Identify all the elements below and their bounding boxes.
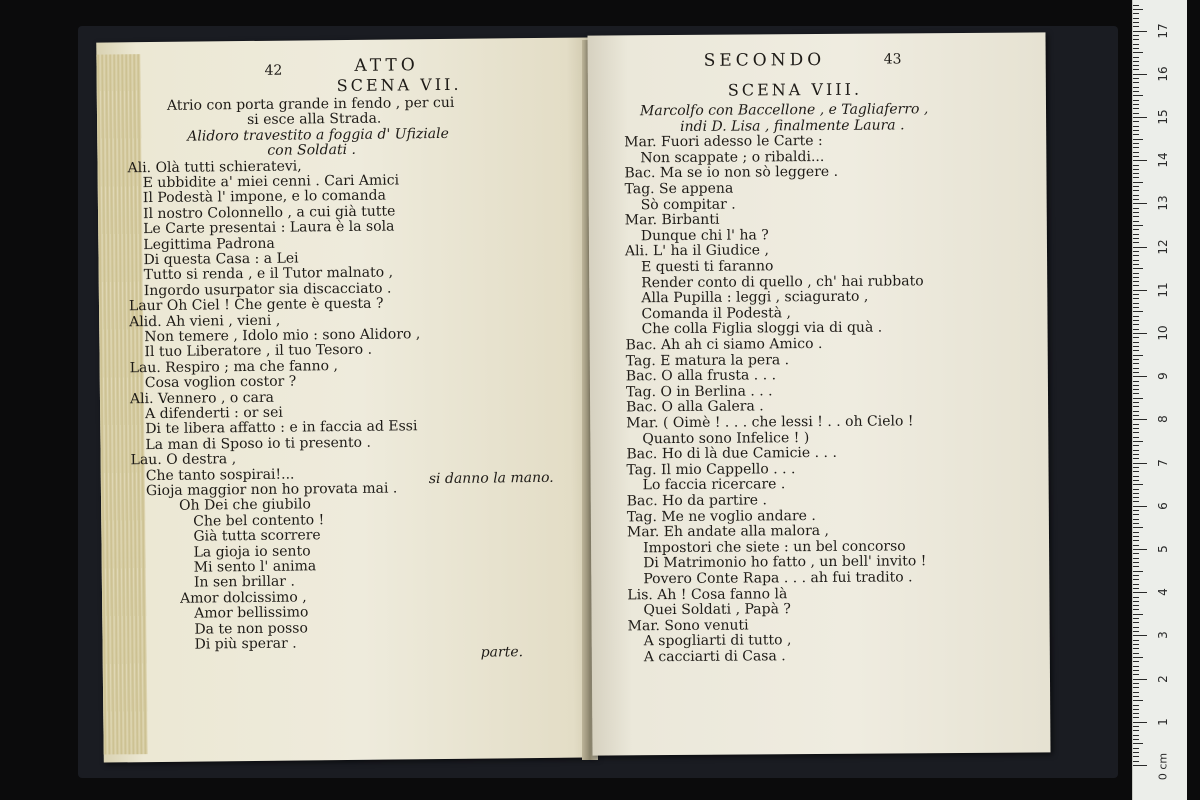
- ruler-tick: [1133, 756, 1139, 757]
- ruler-tick: [1133, 350, 1139, 351]
- ruler-tick: [1133, 765, 1147, 766]
- stage-direction-hands: si danno la mano.: [428, 469, 554, 488]
- right-line: Bac. Ho di là due Camicie . . .: [626, 445, 837, 463]
- ruler-number: 4: [1156, 588, 1170, 597]
- ruler-tick: [1133, 419, 1147, 420]
- ruler-tick: [1133, 147, 1139, 148]
- ruler-tick: [1133, 428, 1139, 429]
- ruler-tick: [1133, 661, 1139, 662]
- right-page-number: 43: [883, 51, 902, 68]
- right-line: Marcolfo con Baccellone , e Tagliaferro ,: [639, 101, 929, 120]
- ruler-tick: [1133, 82, 1139, 83]
- left-line: Oh Dei che giubilo: [179, 496, 311, 515]
- ruler-tick: [1133, 484, 1143, 485]
- left-line: Cosa voglion costor ?: [144, 373, 297, 392]
- ruler-tick: [1133, 186, 1139, 187]
- ruler-tick: [1133, 203, 1147, 204]
- left-line: Alid. Ah vieni , vieni ,: [129, 312, 281, 330]
- ruler-tick: [1133, 182, 1143, 183]
- ruler-unit-label: 0 cm: [1156, 752, 1170, 781]
- left-line: Legittima Padrona: [143, 235, 275, 253]
- ruler-tick: [1133, 506, 1147, 507]
- ruler-tick: [1133, 432, 1139, 433]
- ruler-tick: [1133, 273, 1139, 274]
- ruler-tick: [1133, 618, 1139, 619]
- ruler-tick: [1133, 368, 1139, 369]
- ruler-tick: [1133, 454, 1139, 455]
- ruler-tick: [1133, 238, 1139, 239]
- right-line: Quanto sono Infelice ! ): [642, 429, 810, 447]
- left-line: Le Carte presentai : Laura è la sola: [143, 218, 395, 238]
- right-line: Mar. ( Oimè ! . . . che lessi ! . . oh Cielo !: [626, 413, 914, 432]
- ruler-number: 17: [1156, 22, 1170, 39]
- right-line: Mar. Fuori adesso le Carte :: [624, 133, 823, 151]
- ruler-tick: [1133, 627, 1139, 628]
- ruler-tick: [1133, 277, 1139, 278]
- ruler-tick: [1133, 247, 1147, 248]
- ruler-tick: [1133, 143, 1139, 144]
- ruler-tick: [1133, 199, 1139, 200]
- left-running-head: ATTO: [354, 55, 419, 76]
- ruler-tick: [1133, 510, 1139, 511]
- ruler-tick: [1133, 748, 1139, 749]
- right-line: Render conto di quello , ch' hai rubbato: [641, 272, 924, 291]
- right-line: Dunque chi l' ha ?: [640, 227, 769, 245]
- ruler-tick: [1133, 216, 1139, 217]
- ruler-tick: [1133, 44, 1139, 45]
- ruler-tick: [1133, 622, 1139, 623]
- left-line: Laur Oh Ciel ! Che gente è questa ?: [128, 295, 384, 315]
- ruler-tick: [1133, 670, 1139, 671]
- left-line: Tutto si renda , e il Tutor malnato ,: [143, 264, 394, 284]
- ruler-number: 10: [1156, 325, 1170, 341]
- ruler-tick: [1133, 285, 1139, 286]
- right-line: A spogliarti di tutto ,: [643, 632, 792, 650]
- ruler-tick: [1133, 78, 1139, 79]
- ruler-tick: [1133, 735, 1139, 736]
- ruler-tick: [1133, 489, 1139, 490]
- stage-direction-exit: parte.: [480, 644, 524, 661]
- ruler-tick: [1133, 562, 1139, 563]
- ruler-tick: [1133, 113, 1139, 114]
- ruler-tick: [1133, 640, 1139, 641]
- ruler-tick: [1133, 424, 1139, 425]
- ruler-tick: [1133, 523, 1139, 524]
- ruler-tick: [1133, 411, 1139, 412]
- ruler-tick: [1133, 713, 1139, 714]
- right-page-text: [587, 32, 1050, 755]
- measurement-ruler: [1132, 0, 1187, 800]
- right-line: Mar. Sono venuti: [627, 617, 749, 635]
- right-scene-title: SCENA VIII.: [727, 79, 863, 100]
- ruler-tick: [1133, 221, 1139, 222]
- left-line: Amor dolcissimo ,: [179, 589, 307, 607]
- ruler-tick: [1133, 514, 1139, 515]
- left-scene-title: SCENA VII.: [336, 74, 462, 96]
- left-line: Di te libera affatto : e in faccia ad Essi: [145, 418, 418, 438]
- ruler-tick: [1133, 234, 1139, 235]
- ruler-tick: [1133, 566, 1139, 567]
- ruler-tick: [1133, 91, 1139, 92]
- ruler-number: 11: [1156, 282, 1170, 298]
- ruler-tick: [1133, 320, 1139, 321]
- ruler-tick: [1133, 648, 1139, 649]
- right-line: A cacciarti di Casa .: [643, 648, 786, 666]
- ruler-tick: [1133, 687, 1139, 688]
- ruler-tick: [1133, 389, 1139, 390]
- ruler-tick: [1133, 169, 1139, 170]
- ruler-tick: [1133, 251, 1139, 252]
- ruler-tick: [1133, 242, 1139, 243]
- left-line: Amor bellissimo: [194, 604, 309, 622]
- left-line: Lau. Respiro ; ma che fanno ,: [129, 357, 339, 377]
- ruler-tick: [1133, 9, 1143, 10]
- ruler-tick: [1133, 653, 1139, 654]
- right-line: Tag. Me ne voglio andare .: [626, 507, 816, 525]
- ruler-tick: [1133, 177, 1139, 178]
- ruler-tick: [1133, 195, 1139, 196]
- ruler-number: 7: [1156, 458, 1170, 467]
- left-line: Ali. Olà tutti schieratevi,: [127, 158, 302, 176]
- left-line: Il tuo Liberatore , il tuo Tesoro .: [144, 342, 373, 361]
- ruler-tick: [1133, 61, 1139, 62]
- ruler-tick: [1133, 294, 1139, 295]
- ruler-tick: [1133, 406, 1139, 407]
- ruler-tick: [1133, 212, 1139, 213]
- right-line: Mar. Birbanti: [624, 211, 720, 229]
- ruler-tick: [1133, 173, 1139, 174]
- ruler-tick: [1133, 467, 1139, 468]
- ruler-tick: [1133, 160, 1147, 161]
- ruler-number: 2: [1156, 674, 1170, 683]
- right-line: Povero Conte Rapa . . . ah fui tradito .: [643, 569, 913, 588]
- ruler-tick: [1133, 139, 1143, 140]
- right-line: Che colla Figlia sloggi via di quà .: [641, 319, 883, 338]
- ruler-tick: [1133, 126, 1139, 127]
- ruler-tick: [1133, 281, 1139, 282]
- ruler-tick: [1133, 402, 1139, 403]
- ruler-tick: [1133, 255, 1139, 256]
- left-line: Non temere , Idolo mio : sono Alidoro ,: [144, 326, 421, 346]
- ruler-number: 16: [1156, 66, 1170, 82]
- left-line: A difenderti : or sei: [145, 404, 283, 423]
- right-line: Bac. Ah ah ci siamo Amico .: [625, 335, 823, 354]
- right-line: Mar. Eh andate alla malora ,: [626, 523, 830, 541]
- right-line: Tag. Se appena: [624, 180, 734, 198]
- left-line: Mi sento l' anima: [193, 558, 317, 576]
- ruler-number: 6: [1156, 501, 1170, 510]
- ruler-tick: [1133, 601, 1139, 602]
- ruler-tick: [1133, 527, 1143, 528]
- ruler-tick: [1133, 333, 1147, 334]
- ruler-number: 3: [1156, 631, 1170, 640]
- ruler-tick: [1133, 493, 1139, 494]
- ruler-number: 1: [1156, 717, 1170, 726]
- right-line: Impostori che siete : un bel concorso: [643, 538, 906, 557]
- ruler-tick: [1133, 717, 1139, 718]
- left-line: Che bel contento !: [193, 512, 325, 530]
- left-line: si esce alla Strada.: [246, 111, 382, 129]
- left-line: con Soldati .: [267, 142, 357, 159]
- ruler-tick: [1133, 657, 1143, 658]
- ruler-tick: [1133, 476, 1139, 477]
- ruler-tick: [1133, 100, 1139, 101]
- ruler-tick: [1133, 441, 1143, 442]
- right-line: Lis. Ah ! Cosa fanno là: [627, 585, 788, 603]
- ruler-tick: [1133, 117, 1147, 118]
- ruler-tick: [1133, 393, 1139, 394]
- ruler-tick: [1133, 532, 1139, 533]
- left-line: Il nostro Colonnello , a cui già tutte: [142, 203, 396, 222]
- ruler-number: 5: [1156, 545, 1170, 553]
- left-line: Che tanto sospirai!...: [145, 466, 295, 484]
- right-line: indi D. Lisa , finalmente Laura .: [680, 116, 905, 135]
- ruler-tick: [1133, 303, 1139, 304]
- ruler-tick: [1133, 666, 1139, 667]
- ruler-tick: [1133, 385, 1139, 386]
- left-line: Il Podestà l' impone, e lo comanda: [142, 187, 386, 207]
- ruler-tick: [1133, 761, 1139, 762]
- ruler-number: 8: [1156, 415, 1170, 424]
- ruler-tick: [1133, 35, 1139, 36]
- ruler-tick: [1133, 696, 1139, 697]
- ruler-number: 13: [1156, 195, 1170, 212]
- ruler-tick: [1133, 480, 1139, 481]
- ruler-tick: [1133, 609, 1139, 610]
- ruler-tick: [1133, 31, 1147, 32]
- right-line: Quei Soldati , Papà ?: [643, 601, 791, 619]
- ruler-tick: [1133, 450, 1139, 451]
- ruler-tick: [1133, 372, 1139, 373]
- right-line: Non scappate ; o ribaldi...: [640, 148, 825, 167]
- ruler-tick: [1133, 497, 1139, 498]
- ruler-tick: [1133, 549, 1147, 550]
- ruler-tick: [1133, 355, 1143, 356]
- ruler-tick: [1133, 726, 1139, 727]
- ruler-tick: [1133, 363, 1139, 364]
- ruler-tick: [1133, 605, 1139, 606]
- ruler-tick: [1133, 225, 1143, 226]
- left-line: Ali. Vennero , o cara: [129, 389, 275, 407]
- ruler-tick: [1133, 268, 1143, 269]
- ruler-tick: [1133, 69, 1139, 70]
- ruler-tick: [1133, 739, 1139, 740]
- ruler-tick: [1133, 165, 1139, 166]
- ruler-tick: [1133, 359, 1139, 360]
- ruler-tick: [1133, 208, 1139, 209]
- right-line: Tag. E matura la pera .: [625, 351, 790, 369]
- right-page: [587, 32, 1050, 755]
- ruler-tick: [1133, 18, 1139, 19]
- ruler-tick: [1133, 545, 1139, 546]
- ruler-tick: [1133, 705, 1139, 706]
- ruler-tick: [1133, 316, 1139, 317]
- ruler-tick: [1133, 398, 1143, 399]
- left-page: [96, 37, 596, 762]
- right-line: Lo faccia ricercare .: [642, 476, 786, 494]
- left-line: Da te non posso: [194, 620, 308, 638]
- ruler-tick: [1133, 260, 1139, 261]
- ruler-tick: [1133, 74, 1147, 75]
- left-line: Di più sperar .: [194, 635, 297, 653]
- ruler-tick: [1133, 152, 1139, 153]
- ruler-tick: [1133, 324, 1139, 325]
- ruler-tick: [1133, 130, 1139, 131]
- ruler-tick: [1133, 108, 1139, 109]
- left-line: La gioja io sento: [193, 542, 311, 561]
- left-line: Lau. O destra ,: [130, 451, 237, 469]
- right-line: Bac. O alla frusta . . .: [625, 367, 777, 385]
- left-page-text: [96, 37, 596, 762]
- ruler-tick: [1133, 329, 1139, 330]
- ruler-tick: [1133, 437, 1139, 438]
- ruler-tick: [1133, 683, 1139, 684]
- ruler-tick: [1133, 264, 1139, 265]
- ruler-tick: [1133, 376, 1147, 377]
- ruler-tick: [1133, 553, 1139, 554]
- left-line: Atrio con porta grande in fendo , per cui: [166, 94, 455, 114]
- ruler-tick: [1133, 579, 1139, 580]
- ruler-tick: [1133, 644, 1139, 645]
- ruler-tick: [1133, 575, 1139, 576]
- ruler-tick: [1133, 26, 1139, 27]
- ruler-tick: [1133, 298, 1139, 299]
- ruler-number: 9: [1156, 372, 1170, 381]
- ruler-tick: [1133, 39, 1139, 40]
- ruler-tick: [1133, 5, 1139, 6]
- ruler-tick: [1133, 342, 1139, 343]
- right-line: Di Matrimonio ho fatto , un bell' invito !: [643, 553, 927, 572]
- ruler-tick: [1133, 190, 1139, 191]
- ruler-tick: [1133, 631, 1139, 632]
- right-line: Tag. Il mio Cappello . . .: [626, 460, 796, 479]
- ruler-tick: [1133, 519, 1139, 520]
- ruler-tick: [1133, 700, 1143, 701]
- ruler-tick: [1133, 614, 1143, 615]
- ruler-tick: [1133, 445, 1139, 446]
- ruler-tick: [1133, 337, 1139, 338]
- ruler-tick: [1133, 722, 1147, 723]
- ruler-tick: [1133, 597, 1139, 598]
- ruler-tick: [1133, 95, 1143, 96]
- ruler-tick: [1133, 22, 1139, 23]
- right-line: Comanda il Podestà ,: [641, 304, 792, 323]
- ruler-tick: [1133, 558, 1139, 559]
- ruler-number: 15: [1156, 109, 1170, 125]
- left-page-number: 42: [264, 62, 283, 79]
- ruler-tick: [1133, 752, 1139, 753]
- ruler-tick: [1133, 743, 1143, 744]
- ruler-tick: [1133, 540, 1139, 541]
- ruler-tick: [1133, 87, 1139, 88]
- right-running-head: SECONDO: [703, 49, 826, 71]
- ruler-tick: [1133, 13, 1139, 14]
- left-line: In sen brillar .: [193, 573, 295, 591]
- ruler-tick: [1133, 463, 1147, 464]
- ruler-tick: [1133, 290, 1147, 291]
- ruler-tick: [1133, 134, 1139, 135]
- right-line: Bac. Ma se io non sò leggere .: [624, 164, 839, 182]
- ruler-tick: [1133, 501, 1139, 502]
- ruler-tick: [1133, 458, 1139, 459]
- left-line: Gioja maggior non ho provata mai .: [145, 480, 398, 500]
- right-line: Tag. O in Berlina . . .: [625, 383, 773, 401]
- ruler-tick: [1133, 57, 1139, 58]
- right-line: Bac. O alla Galera .: [626, 398, 764, 416]
- ruler-tick: [1133, 536, 1139, 537]
- ruler-tick: [1133, 709, 1139, 710]
- left-line: Di questa Casa : a Lei: [143, 250, 299, 269]
- right-line: Ali. L' ha il Giudice ,: [624, 242, 769, 260]
- ruler-tick: [1133, 307, 1139, 308]
- right-line: Bac. Ho da partire .: [626, 492, 768, 510]
- left-line: E ubbidite a' miei cenni . Cari Amici: [142, 172, 400, 192]
- ruler-number: 14: [1156, 152, 1170, 168]
- ruler-tick: [1133, 48, 1139, 49]
- ruler-tick: [1133, 346, 1139, 347]
- ruler-tick: [1133, 65, 1139, 66]
- left-line: La man di Sposo io ti presento .: [145, 434, 371, 453]
- ruler-tick: [1133, 588, 1139, 589]
- ruler-tick: [1133, 104, 1139, 105]
- ruler-tick: [1133, 730, 1139, 731]
- ruler-tick: [1133, 674, 1139, 675]
- ruler-tick: [1133, 156, 1139, 157]
- left-line: Alidoro travestito a foggia d' Ufiziale: [187, 125, 449, 145]
- ruler-tick: [1133, 592, 1147, 593]
- ruler-number: 12: [1156, 238, 1170, 255]
- right-line: Alla Pupilla : leggi , sciagurato ,: [641, 288, 869, 307]
- ruler-tick: [1133, 381, 1139, 382]
- ruler-tick: [1133, 679, 1147, 680]
- ruler-tick: [1133, 571, 1143, 572]
- ruler-tick: [1133, 471, 1139, 472]
- ruler-tick: [1133, 415, 1139, 416]
- ruler-tick: [1133, 121, 1139, 122]
- ruler-tick: [1133, 311, 1143, 312]
- right-line: Sò compitar .: [640, 196, 736, 213]
- right-line: E questi ti faranno: [641, 258, 774, 276]
- ruler-tick: [1133, 229, 1139, 230]
- ruler-tick: [1133, 584, 1139, 585]
- left-line: Già tutta scorrere: [193, 527, 321, 545]
- ruler-tick: [1133, 692, 1139, 693]
- ruler-tick: [1133, 52, 1143, 53]
- left-line: Ingordo usurpator sia discacciato .: [143, 280, 392, 299]
- ruler-tick: [1133, 635, 1147, 636]
